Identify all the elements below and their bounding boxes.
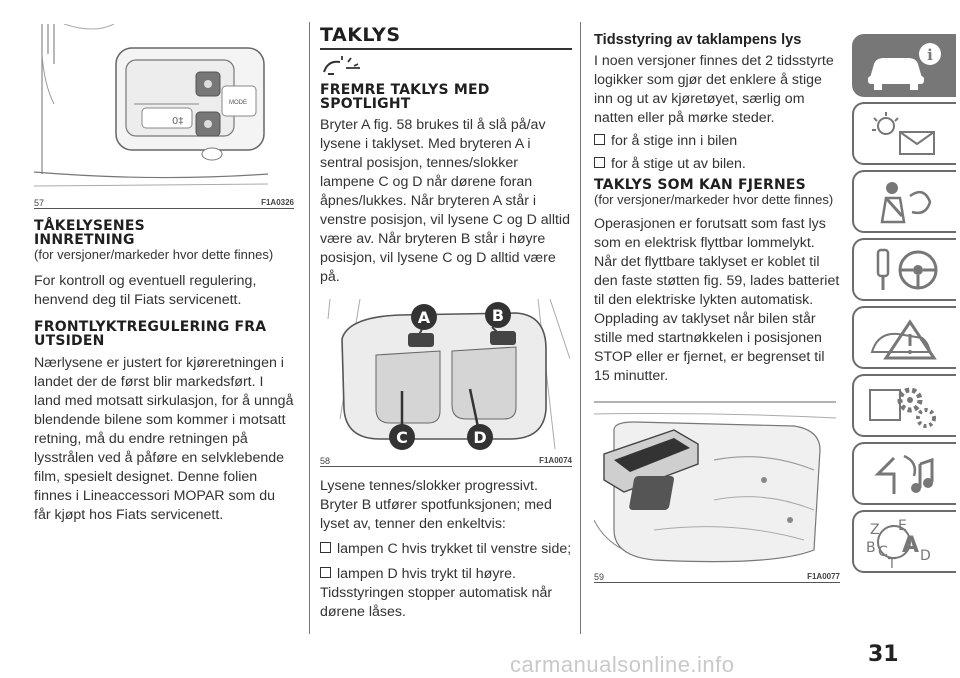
tab-car-info[interactable] <box>852 34 956 97</box>
fog-light-switch-illustration <box>34 24 268 196</box>
safety-airbag-icon <box>864 176 948 228</box>
interior-light-icon <box>320 54 368 78</box>
bullet-box-icon <box>320 567 331 578</box>
tab-emergency[interactable] <box>852 306 956 369</box>
figure-59 <box>594 400 840 583</box>
svg-text:0‡: 0‡ <box>172 116 184 127</box>
figure-58-code: F1A0074 <box>539 456 572 465</box>
column-left <box>34 24 294 525</box>
svg-text:D: D <box>920 548 931 564</box>
svg-text:C: C <box>878 544 888 560</box>
timer-heading: Tidsstyring av taklampens lys <box>594 32 802 48</box>
breakdown-triangle-icon <box>864 312 948 364</box>
removable-light-text: Operasjonen er forutsatt som fast lys som en elektrisk flyttbar lommelykt. Når det flyttbare taklyset er koblet til den faste støtten fig. 59, lades batteriet til den elektriske lykten automatisk. Opplading av taklyset når bilen står stille med startnøkkelen i posisjonen STOP eller er fjernet, er begrenset til 15 minutter. <box>594 216 840 384</box>
tab-multimedia[interactable] <box>852 442 956 505</box>
front-ceiling-light-illustration <box>320 299 570 454</box>
figure-58 <box>320 299 572 467</box>
chapter-tab-sidebar <box>852 34 956 578</box>
tab-starting-driving[interactable] <box>852 238 956 301</box>
watermark: carmanualsonline.info <box>510 652 735 677</box>
figure-58-number: 58 <box>320 456 331 466</box>
fog-light-note: (for versjoner/markeder hvor dette finnes) <box>34 247 274 262</box>
key-steering-icon <box>864 244 948 296</box>
headlight-adjust-heading: FRONTLYKTREGULERING FRA UTSIDEN <box>34 319 267 349</box>
list-item: for å stige ut av bilen. <box>594 155 840 174</box>
figure-59-code: F1A0077 <box>807 572 840 581</box>
page-number: 31 <box>868 642 899 667</box>
callout-label-a: A <box>417 308 431 327</box>
multimedia-icon <box>864 448 948 500</box>
fog-light-text: For kontroll og eventuell regulering, henvend deg til Fiats servicenett. <box>34 273 257 308</box>
list-item: lampen C hvis trykket til venstre side; <box>320 540 572 559</box>
callout-label-d: D <box>473 428 487 447</box>
car-info-icon <box>864 40 948 92</box>
front-light-text: Bryter A fig. 58 brukes til å slå på/av lysene i taklyset. Med bryteren A i sentral posisjon, tennes/slokker lampene C og D når dørene foran åpnes/lukkes. Når bryteren A står i venstre posisjon, vil lysene C og D alltid være av. Når bryteren B står i høyre posisjon, vil lysene C og D alltid være på. <box>320 117 570 285</box>
timer-text: I noen versjoner finnes det 2 tidsstyrte logikker som gjør det enklere å stige inn og ut av kjøretøyet, særlig om natten eller på mørke steder. <box>594 53 834 126</box>
section-title-taklys: TAKLYS <box>320 24 572 50</box>
removable-ceiling-light-illustration <box>594 400 836 570</box>
svg-text:i: i <box>927 46 933 64</box>
column-divider-2 <box>580 22 581 634</box>
list-item: for å stige inn i bilen <box>594 132 840 151</box>
figure-59-number: 59 <box>594 572 605 582</box>
figure-57-number: 57 <box>34 198 45 208</box>
removable-light-heading: TAKLYS SOM KAN FJERNES <box>594 177 806 193</box>
svg-text:E: E <box>898 518 907 534</box>
column-middle <box>320 24 572 622</box>
svg-text:A: A <box>902 533 920 558</box>
front-light-heading: FREMRE TAKLYS MED SPOTLIGHT <box>320 82 490 112</box>
tab-warning-lights[interactable] <box>852 102 956 165</box>
index-letters-icon <box>864 516 948 568</box>
tab-maintenance[interactable] <box>852 374 956 437</box>
figure-57 <box>34 24 294 209</box>
column-divider-1 <box>309 22 310 634</box>
svg-text:T: T <box>888 557 896 568</box>
tab-index[interactable] <box>852 510 956 573</box>
callout-label-b: B <box>491 306 505 325</box>
bullet-box-icon <box>594 134 605 145</box>
callout-label-c: C <box>396 428 408 447</box>
mode-button-label: MODE <box>229 100 247 106</box>
fog-light-heading: TÅKELYSENES INNRETNING <box>34 218 145 248</box>
progressive-light-text: Lysene tennes/slokker progressivt. Bryter B utfører spotfunksjonen; med lyset av, tenner den enkeltvis: <box>320 478 552 532</box>
list-item: lampen D hvis trykt til høyre. <box>320 565 572 584</box>
headlight-adjust-text: Nærlysene er justert for kjøreretningen i landet der de først blir markedsført. I land med motsatt sirkulasjon, for å unngå blendende bilene som kommer i motsatt retning, må du endre retningen på lysstrålen ved å påføre en selvklebende film, spesielt designet. Denne folien finnes i Lineaccessori MOPAR som du får kjøpt hos Fiats servicenett. <box>34 355 294 523</box>
figure-57-code: F1A0326 <box>261 198 294 207</box>
svg-text:Z: Z <box>870 522 880 538</box>
removable-light-note: (for versjoner/markeder hvor dette finnes) <box>594 192 834 207</box>
maintenance-gears-icon <box>864 380 948 432</box>
column-right <box>594 32 840 583</box>
bullet-box-icon <box>594 157 605 168</box>
bullet-box-icon <box>320 542 331 553</box>
warning-lights-icon <box>864 108 948 160</box>
timer-stop-text: Tidsstyringen stopper automatisk når dørene låses. <box>320 585 553 620</box>
svg-text:B: B <box>866 540 876 556</box>
tab-safety[interactable] <box>852 170 956 233</box>
